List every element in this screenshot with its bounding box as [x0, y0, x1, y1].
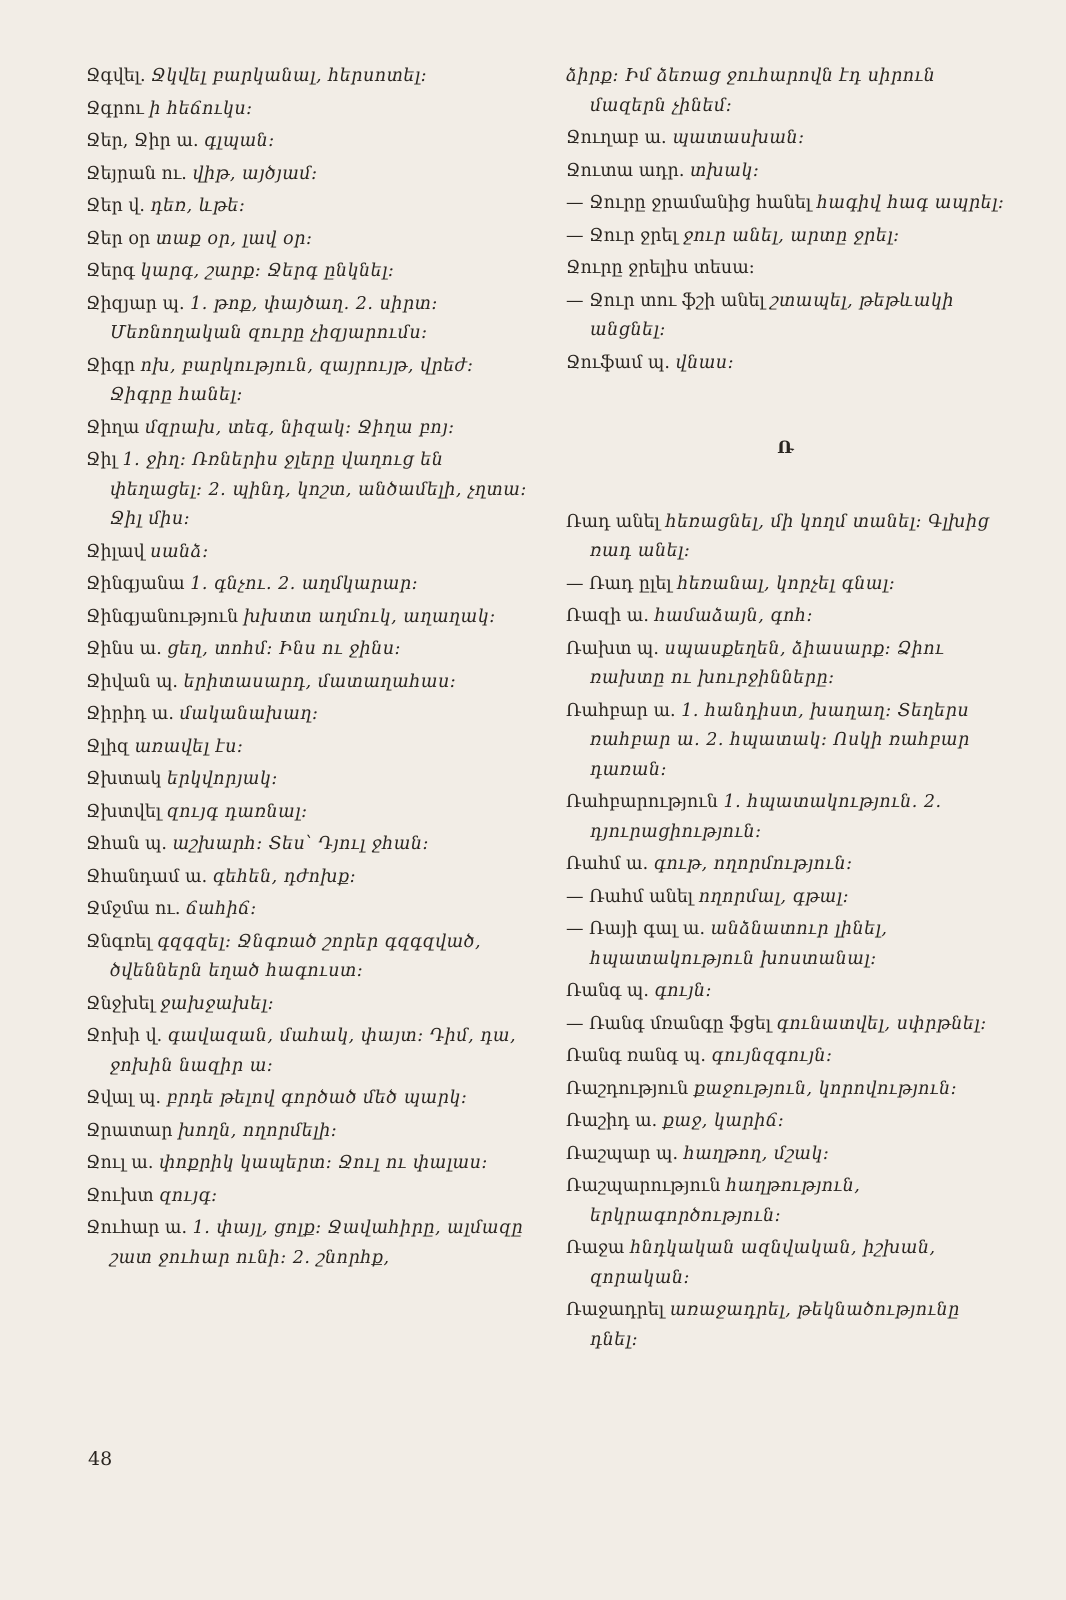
entry-definition: փոքրիկ կապերտ: Ջուլ ու փալաս: — [158, 1153, 488, 1173]
entry-headword: — Ջուր ջրել — [566, 225, 678, 246]
dictionary-entry — [86, 830, 528, 860]
entry-headword: Ջեյրան ու. — [86, 163, 187, 184]
entry-headword: — Ռադ ըլել — [566, 573, 672, 594]
entry-headword: Ռազի ա. — [566, 606, 649, 626]
dictionary-entry — [86, 538, 528, 568]
entry-headword: Ռադ անել — [566, 511, 660, 532]
dictionary-entry — [86, 928, 528, 987]
dictionary-entry — [566, 222, 1006, 252]
section-letter: Ռ — [777, 438, 795, 458]
entry-headword: Ջուտա ադր. — [566, 160, 685, 181]
dictionary-entry — [86, 765, 528, 795]
entry-headword: Ռախտ պ. — [566, 638, 659, 659]
entry-headword: Ջիգր — [86, 355, 136, 376]
entry-headword: Ջիլ — [86, 450, 117, 470]
entry-headword: Ջուղաբ ա. — [566, 128, 667, 148]
entry-definition: ջախջախել: — [160, 993, 275, 1014]
entry-headword: Ջգվել. — [86, 66, 146, 86]
dictionary-entry — [566, 349, 1006, 379]
dictionary-entry — [566, 697, 1006, 786]
entry-definition: հեռանալ, կորչել գնալ: — [677, 573, 896, 594]
dictionary-entry — [86, 414, 528, 444]
entry-definition: 1. փայլ, ցոլք: Ջավահիրը, ալմազը շատ ջուհար ունի: 2. շնորհք, — [110, 1218, 524, 1268]
entry-definition: վնաս: — [675, 352, 734, 373]
entry-headword: Ռաշիդ ա. — [566, 1111, 658, 1131]
entry-headword: — Ջուրը ջրամանից հանել — [566, 193, 812, 213]
entry-definition: քաջություն, կորովություն: — [693, 1078, 957, 1099]
dictionary-entry — [566, 287, 1006, 346]
entry-definition: հեռացնել, մի կողմ տանել: Գլխից ռադ անել: — [590, 511, 990, 561]
dictionary-entry — [86, 352, 528, 411]
entry-headword: Ռանգ պ. — [566, 981, 649, 1001]
entry-headword: Ռանգ ռանգ պ. — [566, 1046, 706, 1066]
entry-headword: Ռաշպար պ. — [566, 1143, 679, 1164]
entry-definition: հաղթող, մշակ: — [683, 1143, 830, 1164]
dictionary-entry — [566, 1296, 1006, 1355]
entry-headword: Ջվալ պ. — [86, 1088, 162, 1108]
entry-headword: Ջուֆամ պ. — [566, 352, 670, 373]
entry-headword: Ջիվան պ. — [86, 671, 178, 692]
dictionary-entry — [86, 1084, 528, 1114]
entry-definition: առաջադրել, թեկնածությունը դնել: — [590, 1300, 960, 1350]
entry-definition: սպասքեղեն, ձիասարք: Ձիու ռախտը ու խուրջինները: — [590, 638, 945, 688]
dictionary-entry — [86, 668, 528, 698]
dictionary-entry — [566, 1234, 1006, 1293]
entry-definition: բրդե թելով գործած մեծ պարկ: — [166, 1088, 468, 1108]
dictionary-entry — [86, 446, 528, 535]
entry-headword: Ջեր օր — [86, 228, 151, 249]
dictionary-entry — [566, 883, 1006, 913]
dictionary-entry — [566, 788, 1006, 847]
dictionary-entry — [566, 1172, 1006, 1231]
entry-headword: — Ռայի գալ ա. — [566, 919, 706, 939]
entry-headword: Ջհան պ. — [86, 834, 167, 854]
dictionary-entry — [566, 254, 1006, 284]
entry-headword: Ջմջմա ու. — [86, 899, 181, 919]
entry-definition: երկվորյակ: — [167, 769, 278, 789]
entry-definition: տաք օր, լավ օր: — [155, 228, 313, 249]
entry-definition: ցեղ, տոհմ: Ինս ու ջինս: — [167, 639, 401, 659]
dictionary-entry — [86, 225, 528, 255]
dictionary-entry — [86, 798, 528, 828]
dictionary-entry — [86, 1022, 528, 1081]
dictionary-entry — [86, 95, 528, 125]
entry-definition: գույնզգույն: — [711, 1046, 833, 1066]
entry-definition: հաղթություն, երկրագործություն: — [590, 1176, 861, 1226]
dictionary-entry — [86, 1117, 528, 1147]
dictionary-entry — [86, 895, 528, 925]
entry-definition: գլպան: — [204, 131, 275, 151]
entry-headword: Ջիլավ — [86, 541, 145, 562]
entry-headword: Ջհանդամ ա. — [86, 866, 208, 887]
dictionary-entry — [86, 733, 528, 763]
entry-definition: գեհեն, դժոխք: — [212, 866, 357, 887]
entry-headword: Ջնջխել — [86, 993, 155, 1014]
entry-headword: Ռահբար ա. — [566, 700, 676, 721]
entry-definition: գավազան, մահակ, փայտ: Դիմ, դա, ջոխին նազիր ա: — [110, 1026, 517, 1076]
entry-definition: մականախաղ: — [179, 704, 319, 724]
entry-definition: զույգ: — [159, 1185, 218, 1206]
entry-headword: — Ռահմ անել — [566, 886, 694, 907]
entry-headword: Ջիղա — [86, 417, 140, 438]
entry-headword: Ջոխի վ. — [86, 1026, 163, 1046]
entry-headword: Ջուհար ա. — [86, 1218, 188, 1238]
dictionary-entry — [566, 1042, 1006, 1072]
dictionary-entry — [86, 127, 528, 157]
entry-headword: Ռահմ ա. — [566, 854, 649, 874]
entry-definition: ոխ, բարկություն, զայրույթ, վրեժ: Ջիգրը հանել: — [110, 355, 474, 405]
entry-definition: սանձ: — [150, 541, 209, 562]
entry-definition: գունատվել, սփրթնել: — [776, 1013, 987, 1034]
entry-headword: Ջեր, Ջիր ա. — [86, 131, 199, 151]
entry-headword: Ռաջա — [566, 1238, 625, 1258]
dictionary-entry — [566, 1140, 1006, 1170]
entry-definition: զույգ դառնալ: — [166, 801, 308, 822]
dictionary-entry — [86, 1182, 528, 1212]
dictionary-entry — [566, 850, 1006, 880]
entry-headword: Ջերգ — [86, 261, 135, 281]
entry-headword: Ջնգռել — [86, 931, 152, 952]
dictionary-entry — [566, 977, 1006, 1007]
entry-definition: խխտտ աղմուկ, աղաղակ: — [243, 606, 496, 627]
dictionary-entry — [566, 1010, 1006, 1040]
entry-definition: ողորմալ, գթալ: — [698, 886, 849, 907]
entry-headword: — Ջուր տու ֆշի անել — [566, 290, 765, 311]
entry-definition: Ջկվել բարկանալ, հերսոտել: — [151, 66, 428, 86]
dictionary-entry — [86, 700, 528, 730]
entry-headword: Ջեր վ. — [86, 196, 145, 216]
dictionary-entry — [86, 635, 528, 665]
entry-headword: Ջլիզ — [86, 736, 129, 757]
dictionary-entry — [566, 915, 1006, 974]
entry-definition: ճահիճ: — [186, 899, 257, 919]
dictionary-entry — [566, 635, 1006, 694]
entry-definition: կարգ, շարք: Ջերգ ընկնել: — [140, 261, 395, 281]
entry-definition: ձիրք: Իմ ձեռաց ջուհարովն էդ սիրուն մազերն չինեմ: — [566, 66, 936, 116]
entry-headword: Ջխտվել — [86, 801, 162, 822]
entry-definition: 1. գնչու. 2. աղմկարար: — [190, 574, 419, 594]
entry-definition: աշխարհ: Տես՝ Դյուլ ջհան: — [172, 834, 429, 854]
entry-headword: Ռահբարություն — [566, 792, 718, 812]
entry-headword: Ջուրը ջրելիս տեսա: — [566, 258, 755, 278]
entry-definition: գութ, ողորմություն: — [653, 854, 853, 874]
entry-headword: — Ռանգ մռանգը ֆցել — [566, 1013, 772, 1034]
dictionary-entry — [86, 990, 528, 1020]
dictionary-entry — [566, 189, 1006, 219]
entry-definition: 1. ջիղ: Ռռներիս ջլերը վաղուց են փեղացել: 2. պինդ, կոշտ, անծամելի, չղտա: Ջիլ միս: — [110, 450, 527, 529]
left-column — [86, 62, 528, 1276]
entry-headword: Ջուխտ — [86, 1185, 154, 1206]
entry-headword: Ջիրիդ ա. — [86, 704, 174, 724]
entry-definition: տխակ: — [689, 160, 760, 181]
entry-definition: ի հեճուկս: — [149, 98, 253, 119]
entry-definition: վիթ, այծյամ: — [192, 163, 318, 184]
entry-definition: հնդկական ազնվական, իշխան, զորական: — [590, 1238, 936, 1288]
dictionary-entry — [566, 602, 1006, 632]
dictionary-entry — [566, 124, 1006, 154]
page-number: 48 — [88, 1448, 113, 1470]
dictionary-entry — [566, 570, 1006, 600]
entry-headword: Ջուլ ա. — [86, 1153, 154, 1173]
entry-definition: հագիվ հագ ապրել: — [816, 193, 1005, 213]
entry-headword: Ռաշդություն — [566, 1078, 689, 1099]
dictionary-entry — [86, 257, 528, 287]
entry-definition: շտապել, թեթևակի անցնել: — [590, 290, 954, 340]
dictionary-entry — [566, 62, 1006, 121]
right-column-bottom-entries — [566, 508, 1006, 1356]
dictionary-entry — [86, 570, 528, 600]
dictionary-entry — [566, 508, 1006, 567]
dictionary-entry — [86, 62, 528, 92]
dictionary-entry — [566, 1075, 1006, 1105]
entry-definition: 1. հանդիստ, խաղաղ: Տեղերս ռահբար ա. 2. հպատակ: Ոսկի ռահբար դառան: — [590, 700, 970, 780]
dictionary-entry — [86, 160, 528, 190]
entry-definition: գզգզել: Ջնգռած շորեր գզգզված, ծվեններն եղած հագուստ: — [110, 931, 482, 981]
entry-headword: Ջիզյար պ. — [86, 293, 185, 314]
dictionary-entry — [86, 1214, 528, 1273]
entry-headword: Ջինգյանա — [86, 574, 185, 594]
dictionary-entry — [86, 1149, 528, 1179]
entry-definition: դեռ, ևթե: — [150, 196, 246, 216]
entry-headword: Ռաշպարություն — [566, 1176, 721, 1196]
entry-definition: խողն, ողորմելի: — [178, 1120, 338, 1141]
entry-headword: Ջինգյանություն — [86, 606, 239, 627]
right-column — [566, 62, 1006, 1358]
entry-headword: Ջխտակ — [86, 769, 162, 789]
dictionary-entry — [86, 603, 528, 633]
right-column-top-entries — [566, 62, 1006, 378]
entry-definition: մզրախ, տեգ, նիզակ: Ջիղա բոյ: — [144, 417, 455, 438]
dictionary-entry — [86, 290, 528, 349]
dictionary-entry — [86, 192, 528, 222]
entry-definition: ջուր անել, արտը ջրել: — [683, 225, 900, 246]
entry-definition: քաջ, կարիճ: — [662, 1111, 785, 1131]
dictionary-entry — [566, 1107, 1006, 1137]
entry-definition: 1. թոք, փայծաղ. 2. սիրտ: Մեռնողական զուրը չիզյարումս: — [110, 293, 438, 343]
entry-definition: գույն: — [654, 981, 712, 1001]
entry-headword: Ջինս ա. — [86, 639, 162, 659]
entry-headword: Ջրատար — [86, 1120, 173, 1141]
entry-headword: Ջգրու — [86, 98, 144, 119]
entry-definition: առավել էս: — [134, 736, 244, 757]
entry-headword: Ռաջադրել — [566, 1300, 665, 1320]
entry-definition: համաձայն, գոհ: — [654, 606, 813, 626]
entry-definition: երիտասարդ, մատաղահաս: — [183, 671, 457, 692]
dictionary-entry — [86, 863, 528, 893]
dictionary-entry — [566, 157, 1006, 187]
entry-definition: 1. հպատակություն. 2. դյուրացիություն: — [590, 792, 942, 842]
entry-definition: անձնատուր լինել, հպատակություն խոստանալ: — [590, 919, 888, 969]
entry-definition: պատասխան: — [672, 128, 805, 148]
